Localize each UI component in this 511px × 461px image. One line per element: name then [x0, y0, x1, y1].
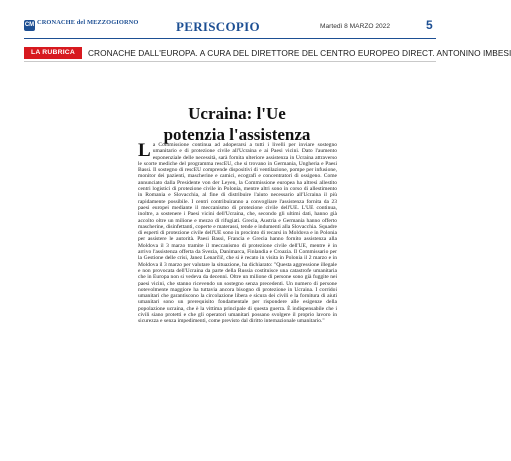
issue-date: Martedì 8 MARZO 2022	[320, 23, 390, 30]
masthead	[0, 0, 460, 40]
headline-line-1: Ucraina: l'Ue	[188, 104, 286, 123]
rubrica-rule	[24, 61, 436, 62]
masthead-rule	[24, 38, 436, 39]
rubrica-title: CRONACHE DALL'EUROPA. A CURA DEL DIRETTORE DEL CENTRO EUROPEO DIRECT. ANTONINO IMBESI	[88, 48, 511, 58]
rubrica-tag: LA RUBRICA	[24, 47, 82, 59]
headline-line-2: potenzia l'assistenza	[163, 125, 311, 144]
newspaper-logo	[24, 19, 139, 33]
article-headline	[138, 103, 336, 145]
logo-text: CRONACHE del MEZZOGIORNO	[37, 19, 139, 26]
page-number: 5	[426, 18, 433, 32]
article-body: La Commissione continua ad adoperarsi a tutti i livelli per inviare sostegno umanitario e di protezione civile all'Ucraina e ai Paesi vicini. Dato l'aumento esponenziale delle necessità, sarà fornita ulteriore assistenza in Ucraina attraverso le scorte mediche del programma rescEU, che si trovano in Germania, Ungheria e Paesi Bassi. Il sostegno di rescEU comprende dispositivi di ventilazione, pompe per infusione, monitor dei pazienti, mascherine e camici, ecografi e concentratori di ossigeno. Come annunciato dalla Presidente von der Leyen, la Commissione europea ha altresì allestito centri logistici di protezione civile in Polonia, mentre altri sono in corso di allestimento in Romania e Slovacchia, al fine di distribuire l'aiuto necessario all'Ucraina il più rapidamente possibile. I centri contribuiranno a convogliare l'assistenza fornita da 23 paesi europei mediante il meccanismo di protezione civile dell'UE. L'UE continua, inoltre, a sostenere i Paesi vicini dell'Ucraina, che, secondo gli ultimi dati, hanno già accolto oltre un milione e mezzo di rifugiati. Grecia, Austria e Germania hanno offerto mascherine, disinfettanti, coperte e materassi, tende e indumenti alla Slovacchia. Squadre di esperti di protezione civile dell'UE sono in procinto di recarsi in Moldova e in Polonia per assistere le autorità. Paesi Bassi, Francia e Grecia hanno fornito assistenza alla Moldova il 3 marzo tramite il meccanismo di protezione civile dell'UE, mentre è in arrivo l'assistenza offerta da Svezia, Danimarca, Finlandia e Croazia. Il Commissario per la Gestione delle crisi, Janez Lenarčič, che si è recato in visita in Polonia il 2 marzo e in Moldova il 3 marzo per valutare la situazione, ha dichiarato: "Questa aggressione illegale e non provocata dell'Ucraina da parte della Russia costituisce una catastrofe umanitaria che in Europa non si vedeva da decenni. Oltre un milione di persone sono già fuggite nei paesi vicini, che stanno ricevendo un sostegno senza precedenti. Un numero di persone notevolmente maggiore ha tuttavia ancora bisogno di protezione in Ucraina. I corridoi umanitari che garantiscono la circolazione libera e sicura dei civili e la fornitura di aiuti umanitari sono un prerequisito fondamentale per rispondere alle esigenze della popolazione ucraina, che è la vittima principale di questa guerra. È indispensabile che i civili siano protetti e che gli operatori umanitari possano svolgere il proprio lavoro in sicurezza e senza impedimenti, come previsto dal diritto internazionale umanitario."	[138, 140, 337, 325]
logo-mark: CM	[24, 20, 35, 31]
section-title: PERISCOPIO	[176, 19, 260, 34]
